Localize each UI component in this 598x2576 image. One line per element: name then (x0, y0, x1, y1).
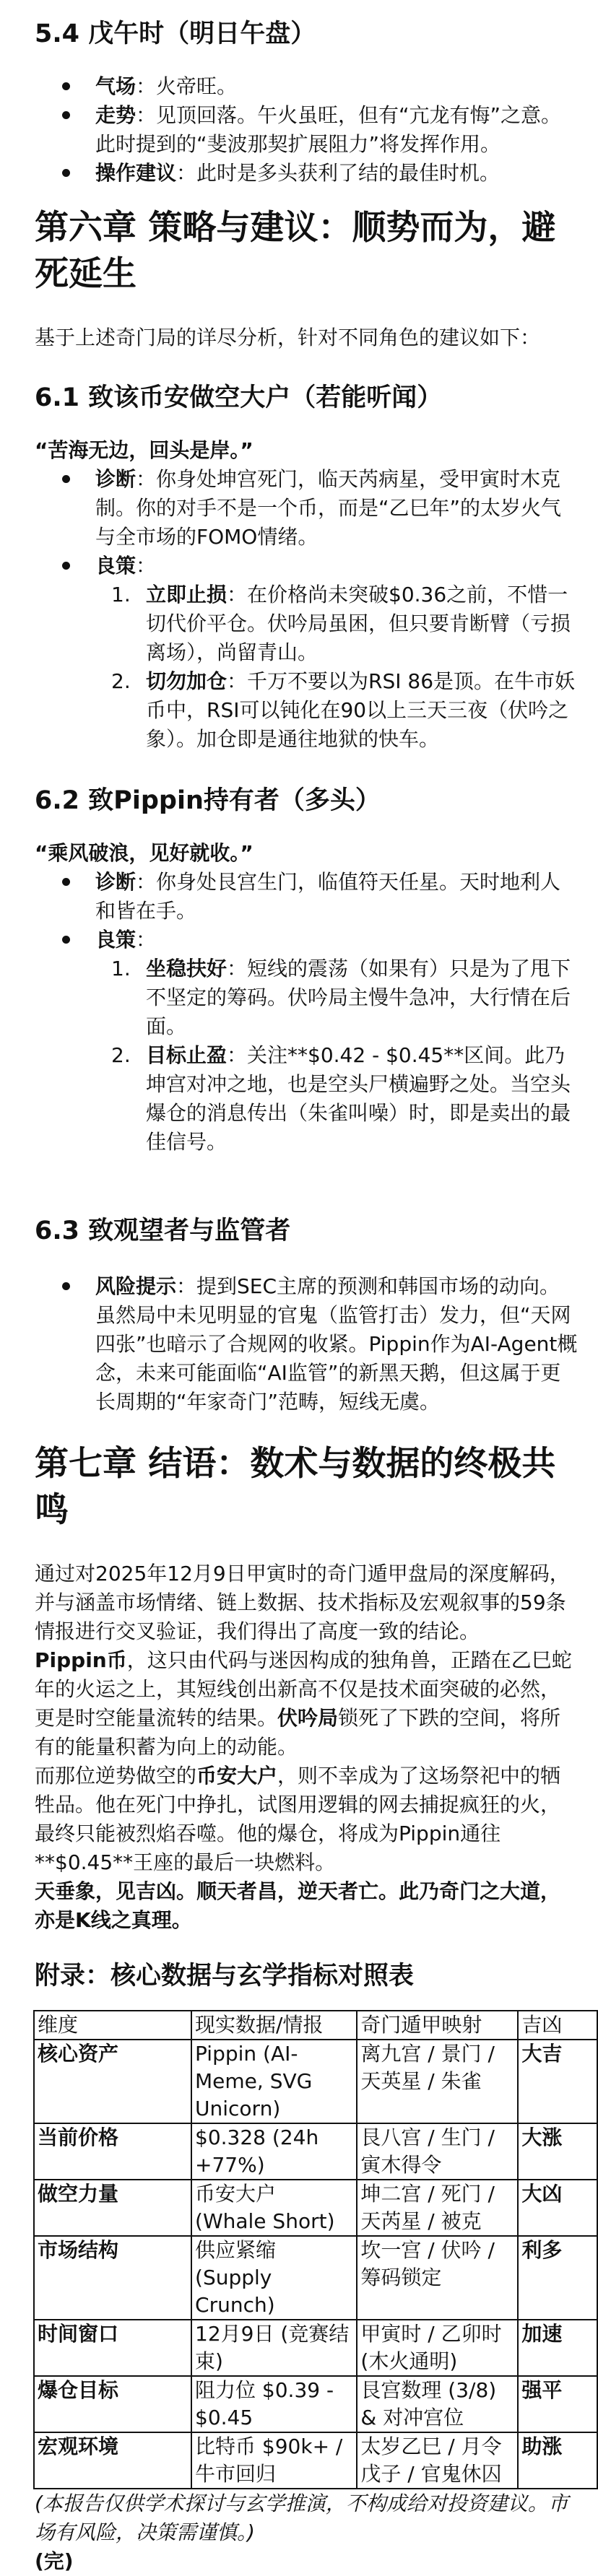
table-cell: 加速 (518, 2320, 597, 2376)
pippin-term: Pippin币 (35, 1648, 127, 1672)
risk-item (35, 1272, 579, 1417)
table-header-row (34, 2011, 597, 2040)
chapter-6-title: 第六章 策略与建议：顺势而为，避死延生 (35, 208, 556, 294)
plan-item (35, 552, 579, 754)
step-text: ：短线的震荡（如果有）只是为了甩下不坚定的筹码。伏吟局主慢牛急冲，大行情在后面。 (146, 957, 571, 1038)
diagnosis-item (35, 868, 579, 926)
section-6-2-quote: “乘风破浪，见好就收。” (35, 841, 254, 865)
table-cell: 离九宫 / 景门 / 天英星 / 朱雀 (357, 2040, 518, 2123)
plan-step (35, 580, 579, 667)
para-text: 天垂象，见吉凶。顺天者昌，逆天者亡。此乃奇门之大道，亦是K线之真理。 (35, 1879, 561, 1932)
plan-label: 良策 (95, 554, 136, 578)
table-row (34, 2320, 597, 2376)
table-cell: 利多 (518, 2236, 597, 2320)
table-cell: 甲寅时 / 乙卯时 (木火通明) (357, 2320, 518, 2376)
conclusion-para-3 (35, 1762, 579, 1877)
disclaimer-block (0, 2489, 598, 2576)
step-label: 坐稳扶好 (146, 957, 228, 980)
risk-label: 风险提示 (95, 1274, 177, 1298)
risk-text: ：提到SEC主席的预测和韩国市场的动向。虽然局中未见明显的官鬼（监管打击）发力，但“天网四张”也暗示了合规网的收紧。Pippin作为AI-Agent概念，未来可能面临“AI监管”的新黑天鹅，但这属于更长周期的“年家奇门”范畴，短线无虞。 (95, 1274, 578, 1414)
section-6-1-title: 6.1 致该币安做空大户（若能听闻） (35, 383, 443, 412)
conclusion-para-4 (35, 1877, 579, 1935)
step-number: 1. (111, 583, 131, 606)
item-label: 走势 (95, 103, 136, 127)
appendix-table-wrap (0, 2010, 598, 2489)
table-row (34, 2236, 597, 2320)
section-5-4-list (35, 72, 579, 188)
section-6-1-list (35, 465, 579, 754)
table-row (34, 2376, 597, 2432)
para-text: ，这只由代码与迷因构成的独角兽，正踏在乙巳蛇年的火运之上，其短线创出新高不仅是技术面突破的必然，更是时空能量流转的结果。 (35, 1648, 572, 1730)
item-label: 气场 (95, 74, 136, 98)
table-cell: 市场结构 (34, 2236, 191, 2320)
list-item (35, 72, 579, 101)
table-cell: 阻力位 $0.39 - $0.45 (191, 2376, 357, 2432)
table-cell: 强平 (518, 2376, 597, 2432)
table-cell: 大凶 (518, 2180, 597, 2236)
plan-list (35, 580, 579, 754)
table-cell: 12月9日 (竞赛结束) (191, 2320, 357, 2376)
appendix-table (33, 2010, 598, 2489)
plan-list (35, 954, 579, 1157)
table-row (34, 2432, 597, 2489)
table-header-cell: 现实数据/情报 (191, 2011, 357, 2040)
section-6-2-list (35, 868, 579, 1157)
list-item (35, 159, 579, 188)
item-label: 操作建议 (95, 161, 177, 185)
plan-item (35, 926, 579, 1157)
step-text: ：关注**$0.42 - $0.45**区间。此乃坤宫对冲之地，也是空头尸横遍野之处。当空头爆仓的消息传出（朱雀叫噪）时，即是卖出的最佳信号。 (146, 1043, 571, 1154)
table-row (34, 2180, 597, 2236)
step-number: 2. (111, 669, 131, 693)
diagnosis-text: ：你身处艮宫生门，临值符天任星。天时地利人和皆在手。 (95, 870, 561, 923)
table-cell: 爆仓目标 (34, 2376, 191, 2432)
chapter-7-title: 第七章 结语：数术与数据的终极共鸣 (35, 1444, 556, 1530)
item-text: ：此时是多头获利了结的最佳时机。 (176, 161, 500, 185)
table-cell: 做空力量 (34, 2180, 191, 2236)
table-cell: 太岁乙巳 / 月令戊子 / 官鬼休囚 (357, 2432, 518, 2489)
table-cell: 艮八宫 / 生门 / 寅木得令 (357, 2123, 518, 2180)
fuyin-term: 伏吟局 (277, 1706, 339, 1730)
step-number: 2. (111, 1043, 131, 1067)
para-text: 而那位逆势做空的 (35, 1764, 197, 1788)
appendix-title: 附录：核心数据与玄学指标对照表 (35, 1962, 415, 1990)
section-6-3-title: 6.3 致观望者与监管者 (35, 1217, 291, 1245)
plan-label: 良策 (95, 928, 136, 952)
table-header-cell: 奇门遁甲映射 (357, 2011, 518, 2040)
step-text: ：在价格尚未突破$0.36之前，不惜一切代价平仓。伏吟局虽困，但只要肯断臂（亏损离场），尚留青山。 (146, 583, 571, 664)
table-cell: 时间窗口 (34, 2320, 191, 2376)
table-header-cell: 吉凶 (518, 2011, 597, 2040)
diagnosis-text: ：你身处坤宫死门，临天芮病星，受甲寅时木克制。你的对手不是一个币，而是“乙巳年”的太岁火气与全市场的FOMO情绪。 (95, 467, 562, 549)
table-cell: 艮宫数理 (3/8) & 对冲宫位 (357, 2376, 518, 2432)
step-label: 立即止损 (146, 583, 228, 606)
chapter-6-intro: 基于上述奇门局的详尽分析，针对不同角色的建议如下： (35, 326, 541, 349)
table-cell: 币安大户 (Whale Short) (191, 2180, 357, 2236)
conclusion-para-2 (35, 1646, 579, 1762)
step-number: 1. (111, 957, 131, 980)
disclaimer-text: (本报告仅供学术探讨与玄学推演，不构成给对投资建议。市场有风险，决策需谨慎。) (35, 2492, 568, 2544)
item-text: ：火帝旺。 (136, 74, 238, 98)
table-cell: 大涨 (518, 2123, 597, 2180)
table-cell: 供应紧缩 (Supply Crunch) (191, 2236, 357, 2320)
step-label: 目标止盈 (146, 1043, 228, 1067)
table-header-cell: 维度 (34, 2011, 191, 2040)
table-cell: 大吉 (518, 2040, 597, 2123)
table-cell: 坤二宫 / 死门 / 天芮星 / 被克 (357, 2180, 518, 2236)
plan-colon: ： (136, 554, 157, 578)
table-row (34, 2040, 597, 2123)
para-text: ，则不幸成为了这场祭祀中的牺牲品。他在死门中挣扎，试图用逻辑的网去捕捉疯狂的火，最终只能被烈焰吞噬。他的爆仓，将成为Pippin通往**$0.45**王座的最后一块燃料。 (35, 1764, 561, 1874)
plan-step (35, 667, 579, 754)
section-6-3-list (35, 1272, 579, 1417)
table-cell: $0.328 (24h +77%) (191, 2123, 357, 2180)
plan-colon: ： (136, 928, 157, 952)
section-5-4-title: 5.4 戊午时（明日午盘） (35, 19, 316, 48)
item-text: ：见顶回落。午火虽旺，但有“亢龙有悔”之意。此时提到的“斐波那契扩展阻力”将发挥作用。 (95, 103, 562, 156)
table-cell: 坎一宫 / 伏吟 / 筹码锁定 (357, 2236, 518, 2320)
table-row (34, 2123, 597, 2180)
whale-term: 币安大户 (196, 1764, 278, 1788)
end-mark: (完) (35, 2549, 74, 2573)
table-cell: 比特币 $90k+ / 牛市回归 (191, 2432, 357, 2489)
diagnosis-label: 诊断 (95, 467, 136, 491)
plan-step (35, 954, 579, 1041)
section-6-1-quote: “苦海无边，回头是岸。” (35, 438, 254, 462)
table-cell: 助涨 (518, 2432, 597, 2489)
diagnosis-label: 诊断 (95, 870, 136, 894)
diagnosis-item (35, 465, 579, 552)
step-text: ：千万不要以为RSI 86是顶。在牛市妖币中，RSI可以钝化在90以上三天三夜（伏吟之象）。加仓即是通往地狱的快车。 (146, 669, 576, 751)
table-cell: 宏观环境 (34, 2432, 191, 2489)
list-item (35, 101, 579, 159)
table-cell: Pippin (AI-Meme, SVG Unicorn) (191, 2040, 357, 2123)
plan-step (35, 1041, 579, 1157)
para-text: 锁死了下跌的空间，将所有的能量积蓄为向上的动能。 (35, 1706, 561, 1759)
section-6-2-title: 6.2 致Pippin持有者（多头） (35, 786, 381, 815)
step-label: 切勿加仓 (146, 669, 228, 693)
table-cell: 当前价格 (34, 2123, 191, 2180)
table-cell: 核心资产 (34, 2040, 191, 2123)
conclusion-para-1: 通过对2025年12月9日甲寅时的奇门遁甲盘局的深度解码，并与涵盖市场情绪、链上数据、技术指标及宏观叙事的59条情报进行交叉验证，我们得出了高度一致的结论。 (35, 1562, 570, 1643)
